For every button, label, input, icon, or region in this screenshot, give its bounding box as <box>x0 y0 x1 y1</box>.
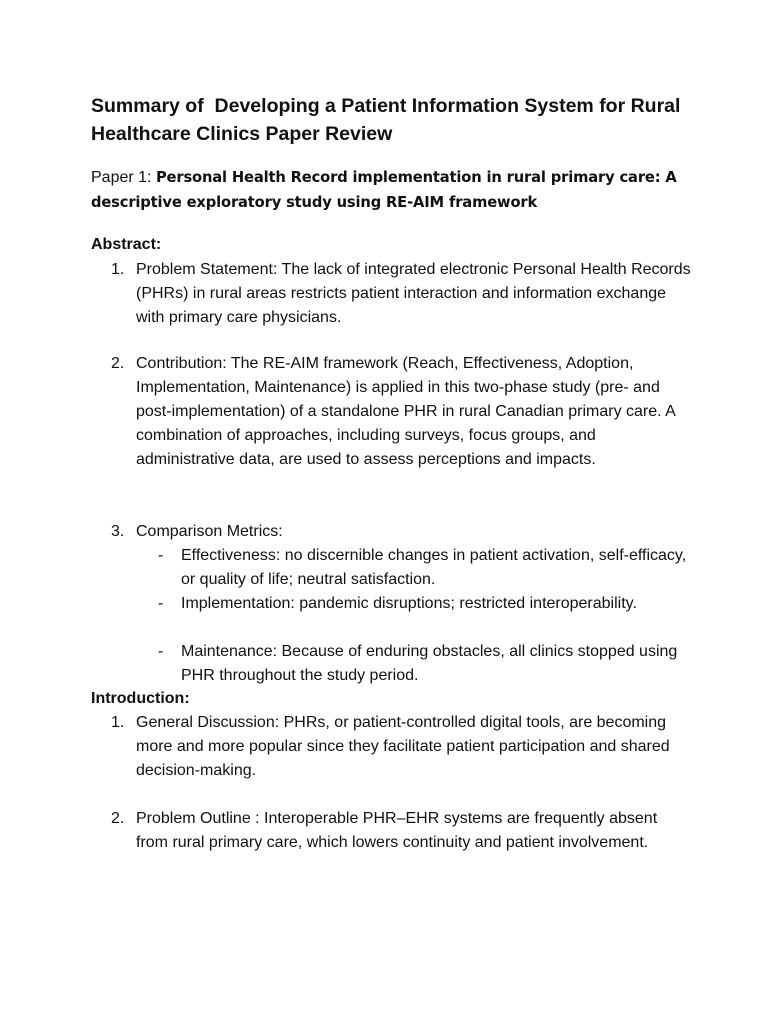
metric-text: Effectiveness: no discernible changes in patient activation, self-efficacy, or quality of life; neutral satisfaction. <box>181 547 687 588</box>
metric-text: Maintenance: Because of enduring obstacles, all clinics stopped using PHR throughout the study period. <box>181 643 678 684</box>
list-number: 3. <box>111 523 125 540</box>
list-number: 1. <box>111 714 125 731</box>
bullet-dash: - <box>158 595 164 612</box>
bullet-dash: - <box>158 547 164 564</box>
abstract-heading: Abstract: <box>91 236 162 253</box>
paper-name: Personal Health Record implementation in rural primary care: A descriptive exploratory study using RE-AIM framework <box>91 169 677 211</box>
paper-line <box>91 165 691 215</box>
paper-prefix: Paper 1: <box>91 169 156 186</box>
list-number: 2. <box>111 810 125 827</box>
introduction-heading: Introduction: <box>91 690 190 707</box>
metric-text: Implementation: pandemic disruptions; restricted interoperability. <box>181 595 637 612</box>
list-text: Problem Outline : Interoperable PHR–EHR systems are frequently absent from rural primary care, which lowers continuity and patient involvement. <box>136 810 658 851</box>
list-number: 2. <box>111 355 125 372</box>
bullet-dash: - <box>158 643 164 660</box>
list-text: Comparison Metrics: <box>136 523 283 540</box>
list-text: General Discussion: PHRs, or patient-controlled digital tools, are becoming more and more popular since they facilitate patient participation and shared decision-making. <box>136 714 670 779</box>
document-title: Summary of Developing a Patient Information System for Rural Healthcare Clinics Paper Review <box>91 95 686 145</box>
list-number: 1. <box>111 261 125 278</box>
list-text: Problem Statement: The lack of integrated electronic Personal Health Records (PHRs) in rural areas restricts patient interaction and information exchange with primary care physicians. <box>136 261 691 326</box>
list-text: Contribution: The RE-AIM framework (Reach, Effectiveness, Adoption, Implementation, Maintenance) is applied in this two-phase study (pre- and post-implementation) of a standalone PHR in rural Canadian primary care. A combination of approaches, including surveys, focus groups, and administrative data, are used to assess perceptions and impacts. <box>136 355 675 468</box>
